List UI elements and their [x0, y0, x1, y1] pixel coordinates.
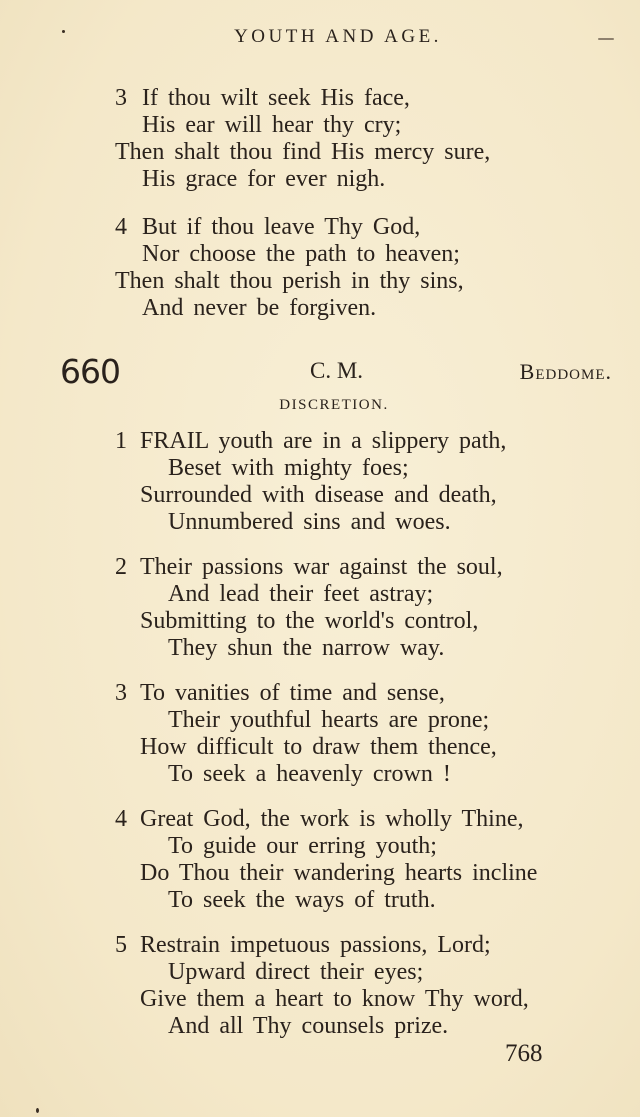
verse-line: To vanities of time and sense,: [140, 680, 445, 706]
verse-line: Then shalt thou find His mercy sure,: [115, 139, 491, 165]
print-speck: [598, 38, 614, 40]
verse-line: Nor choose the path to heaven;: [142, 241, 460, 267]
verse-number: 2: [115, 554, 127, 580]
verse-line: FRAIL youth are in a slippery path,: [140, 428, 507, 454]
verse-line: Great God, the work is wholly Thine,: [140, 806, 524, 832]
verse-line: And lead their feet astray;: [168, 581, 434, 607]
verse-line: If thou wilt seek His face,: [142, 85, 410, 111]
verse-line: To seek a heavenly crown !: [168, 761, 451, 787]
verse-line: Upward direct their eyes;: [168, 959, 424, 985]
hymn-number: 660: [60, 352, 120, 391]
verse-number: 5: [115, 932, 127, 958]
hymn-author: Beddome.: [519, 359, 612, 384]
verse-line: His grace for ever nigh.: [142, 166, 386, 192]
verse-line: Do Thou their wandering hearts incline: [140, 860, 538, 886]
verse-number: 4: [115, 214, 127, 240]
verse-number: 3: [115, 85, 127, 111]
verse-number: 1: [115, 428, 127, 454]
verse-line: To guide our erring youth;: [168, 833, 437, 859]
verse-line: But if thou leave Thy God,: [142, 214, 421, 240]
print-speck: [62, 30, 65, 33]
verse-line: Restrain impetuous passions, Lord;: [140, 932, 491, 958]
verse-line: Beset with mighty foes;: [168, 455, 409, 481]
verse-line: Surrounded with disease and death,: [140, 482, 497, 508]
verse-line: Then shalt thou perish in thy sins,: [115, 268, 464, 294]
verse-number: 3: [115, 680, 127, 706]
running-head: YOUTH AND AGE.: [234, 26, 442, 47]
verse-line: Give them a heart to know Thy word,: [140, 986, 529, 1012]
print-speck: [36, 1108, 39, 1113]
verse-line: And never be forgiven.: [142, 295, 377, 321]
verse-line: And all Thy counsels prize.: [168, 1013, 449, 1039]
verse-number: 4: [115, 806, 127, 832]
verse-line: How difficult to draw them thence,: [140, 734, 497, 760]
page-number: 768: [505, 1040, 543, 1067]
verse-line: To seek the ways of truth.: [168, 887, 436, 913]
verse-line: They shun the narrow way.: [168, 635, 445, 661]
verse-line: Their passions war against the soul,: [140, 554, 503, 580]
verse-line: Unnumbered sins and woes.: [168, 509, 451, 535]
hymn-topic: DISCRETION.: [279, 397, 389, 413]
verse-line: Submitting to the world's control,: [140, 608, 479, 634]
verse-line: Their youthful hearts are prone;: [168, 707, 490, 733]
hymn-meter: C. M.: [310, 358, 364, 383]
verse-line: His ear will hear thy cry;: [142, 112, 402, 138]
